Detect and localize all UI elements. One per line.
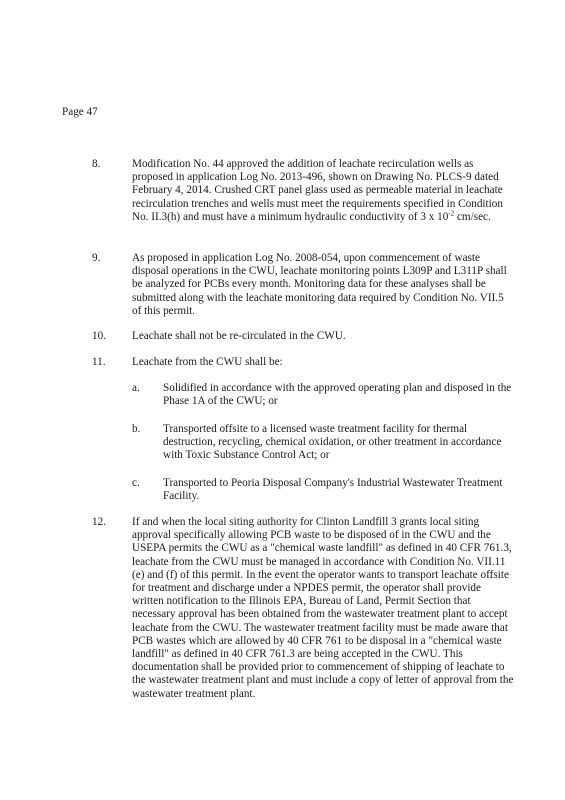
item-number: 12. [92,516,106,528]
subitem-text: Transported offsite to a licensed waste treatment facility for thermal destruction, recycling, chemical oxidation, or other treatment in accordance with Toxic Substance Control Act; or [163,423,502,462]
exponent: -2 [448,209,455,218]
item-text [132,158,515,224]
item-text: If and when the local siting authority for Clinton Landfill 3 grants local siting approval specifically allowing PCB waste to be disposed of in the CWU and the USEPA permits the CWU as a "chemical waste landfill" as defined in 40 CFR 761.3, leachate from the CWU must be managed in accordance with Condition No. VII.11 (e) and (f) of this permit. In the event the operator wants to transport leachate offsite for treatment and discharge under a NPDES permit, the operator shall provide written notification to the Illinois EPA, Bureau of Land, Permit Section that necessary approval has been obtained from the wastewater treatment plant to accept leachate from the CWU. The wastewater treatment facility must be made aware that PCB wastes which are allowed by 40 CFR 761 to be disposal in a "chemical waste landfill" as defined in 40 CFR 761.3 are being accepted in the CWU. This documentation shall be provided prior to commencement of shipping of leachate to the wastewater treatment plant and must include a copy of letter of approval from the wastewater treatment plant. [132,516,514,700]
item-number: 10. [92,330,106,342]
item-text: As proposed in application Log No. 2008-054, upon commencement of waste disposal operations in the CWU, leachate monitoring points L309P and L311P shall be analyzed for PCBs every month. Monitoring data for these analyses shall be submitted along with the leachate monitoring data required by Condition No. VII.5 of this permit. [132,252,507,317]
item-text: Leachate from the CWU shall be: [132,356,283,368]
item-text: Leachate shall not be re-circulated in the CWU. [132,330,346,342]
item-text-main: Modification No. 44 approved the addition of leachate recirculation wells as proposed in application Log No. 2013-496, shown on Drawing No. PLCS-9 dated February 4, 2014. Crushed CRT panel glass used as permeable material in leachate recirculation trenches and wells must meet the requirements specified in Condition No. II.3(h) and must have a minimum hydraulic conductivity of 3 x 10 [132,158,503,223]
subitem-letter: c. [132,477,140,489]
item-number: 8. [92,158,101,170]
item-number: 9. [92,252,101,264]
item-number: 11. [92,356,106,368]
subitem-text: Transported to Peoria Disposal Company's Industrial Wastewater Treatment Facility. [163,477,503,503]
subitem-letter: a. [132,382,140,394]
subitem-letter: b. [132,423,141,435]
item-text-unit: cm/sec. [454,210,491,223]
subitem-text: Solidified in accordance with the approved operating plan and disposed in the Phase 1A of the CWU; or [163,382,512,408]
page-number: Page 47 [62,106,98,118]
